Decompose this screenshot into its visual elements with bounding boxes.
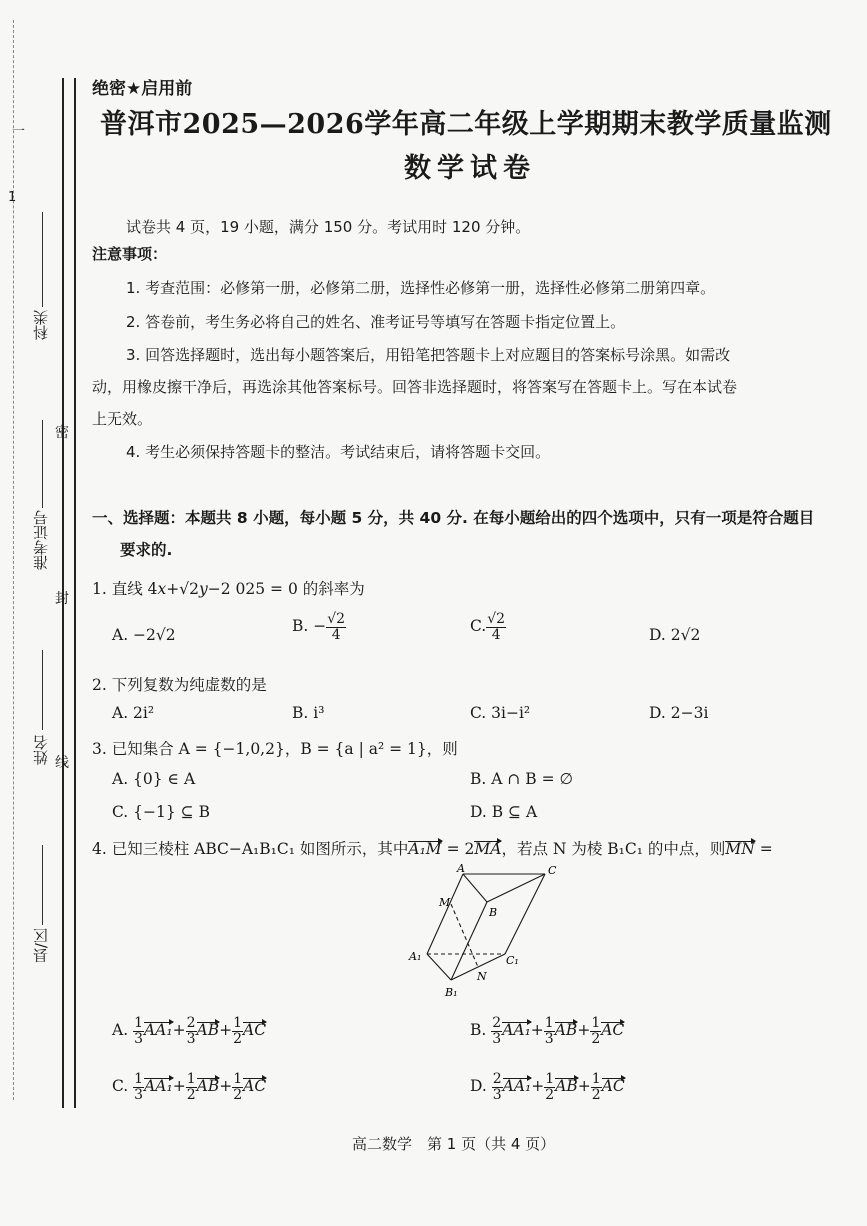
intro-text: 试卷共 4 页，19 小题，满分 150 分。考试用时 120 分钟。 bbox=[126, 218, 531, 236]
question-4-option-a: A. $\frac{1}{3}$ AA₁+ $\frac{2}{3}$ AB+ $\frac{1}{2}$ AC bbox=[112, 1015, 267, 1047]
question-2-option-b: B. i³ bbox=[292, 704, 325, 722]
exam-no-field-label: 准考证号 bbox=[32, 510, 50, 570]
seal-feng: 封 bbox=[55, 591, 69, 607]
seal-mi: 密 bbox=[55, 425, 69, 441]
label-a: A bbox=[457, 862, 465, 875]
notice-item-4: 4. 考生必须保持答题卡的整洁。考试结束后，请将答题卡交回。 bbox=[126, 443, 551, 461]
seal-xian: 线 bbox=[55, 755, 69, 771]
label-a1: A₁ bbox=[409, 950, 422, 963]
notice-item-3: 3. 回答选择题时，选出每小题答案后，用铅笔把答题卡上对应题目的答案标号涂黑。如需改 bbox=[126, 346, 731, 364]
binding-line-inner bbox=[74, 78, 76, 1108]
cut-line bbox=[13, 20, 14, 1100]
notice-heading: 注意事项： bbox=[92, 245, 168, 263]
question-4-option-c: C. $\frac{1}{3}$ AA₁+ $\frac{1}{2}$ AB+ $\frac{1}{2}$ AC bbox=[112, 1071, 267, 1103]
page-footer: 高二数学 第 1 页（共 4 页） bbox=[352, 1135, 556, 1153]
question-4-stem: 4. 已知三棱柱 ABC−A₁B₁C₁ 如图所示，其中A₁M = 2MA，若点 N 为棱 B₁C₁ 的中点，则MN = bbox=[92, 840, 773, 858]
question-3-option-a: A. {0} ∈ A bbox=[112, 770, 196, 788]
notice-item-3-end: 上无效。 bbox=[92, 410, 153, 428]
name-field-line bbox=[42, 650, 43, 730]
notice-item-2: 2. 答卷前，考生务必将自己的姓名、准考证号等填写在答题卡指定位置上。 bbox=[126, 313, 626, 331]
question-3-stem: 3. 已知集合 A = {−1,0,2}，B = {a | a² = 1}，则 bbox=[92, 740, 458, 758]
label-c1: C₁ bbox=[506, 954, 519, 967]
label-b: B bbox=[489, 906, 498, 919]
label-c: C bbox=[548, 864, 557, 877]
name-field-label: 姓名 bbox=[32, 735, 50, 765]
section-heading: 一、选择题：本题共 8 小题，每小题 5 分，共 40 分. 在每小题给出的四个选项中，只有一项是符合题目 bbox=[92, 509, 815, 527]
margin-mark-top: 一 bbox=[12, 124, 26, 139]
exam-no-field-line bbox=[42, 420, 43, 508]
question-1-option-d: D. 2√2 bbox=[649, 626, 701, 644]
question-2-option-d: D. 2−3i bbox=[649, 704, 709, 722]
question-1-option-c: C. $\frac{√2}{4}$ bbox=[470, 611, 506, 643]
question-4-option-d: D. $\frac{2}{3}$ AA₁+ $\frac{1}{2}$ AB+ $\frac{1}{2}$ AC bbox=[470, 1071, 625, 1103]
question-1-stem: 1. 直线 4x+√2y−2 025 = 0 的斜率为 bbox=[92, 580, 365, 598]
question-2-option-a: A. 2i² bbox=[112, 704, 155, 722]
section-heading-cont: 要求的. bbox=[120, 541, 173, 559]
county-field-label: 县/区 bbox=[32, 928, 50, 964]
notice-item-3-cont: 动，用橡皮擦干净后，再选涂其他答案标号。回答非选择题时，将答案写在答题卡上。写在本试卷 bbox=[92, 378, 738, 396]
county-field-line bbox=[42, 845, 43, 925]
exam-subtitle: 数学试卷 bbox=[404, 153, 536, 184]
subject-field-label: 科类 bbox=[32, 310, 50, 340]
question-2-stem: 2. 下列复数为纯虚数的是 bbox=[92, 676, 267, 694]
question-3-option-b: B. A ∩ B = ∅ bbox=[470, 770, 574, 788]
question-3-option-d: D. B ⊆ A bbox=[470, 803, 538, 821]
question-1-option-b: B. − $\frac{√2}{4}$ bbox=[292, 611, 346, 643]
exam-title: 普洱市2025—2026学年高二年级上学期期末教学质量监测 bbox=[100, 109, 832, 140]
margin-mark-one: 1 bbox=[8, 190, 17, 205]
prism-figure bbox=[405, 862, 580, 1002]
question-4-option-b: B. $\frac{2}{3}$ AA₁+ $\frac{1}{3}$ AB+ $\frac{1}{2}$ AC bbox=[470, 1015, 625, 1047]
label-b1: B₁ bbox=[445, 986, 458, 999]
question-2-option-c: C. 3i−i² bbox=[470, 704, 531, 722]
question-3-option-c: C. {−1} ⊆ B bbox=[112, 803, 210, 821]
subject-field-line bbox=[42, 212, 43, 307]
label-n: N bbox=[477, 970, 487, 983]
question-1-option-a: A. −2√2 bbox=[112, 626, 176, 644]
confidential-mark: 绝密★启用前 bbox=[92, 79, 193, 99]
label-m: M bbox=[439, 896, 451, 909]
notice-item-1: 1. 考查范围：必修第一册，必修第二册，选择性必修第一册，选择性必修第二册第四章。 bbox=[126, 279, 716, 297]
